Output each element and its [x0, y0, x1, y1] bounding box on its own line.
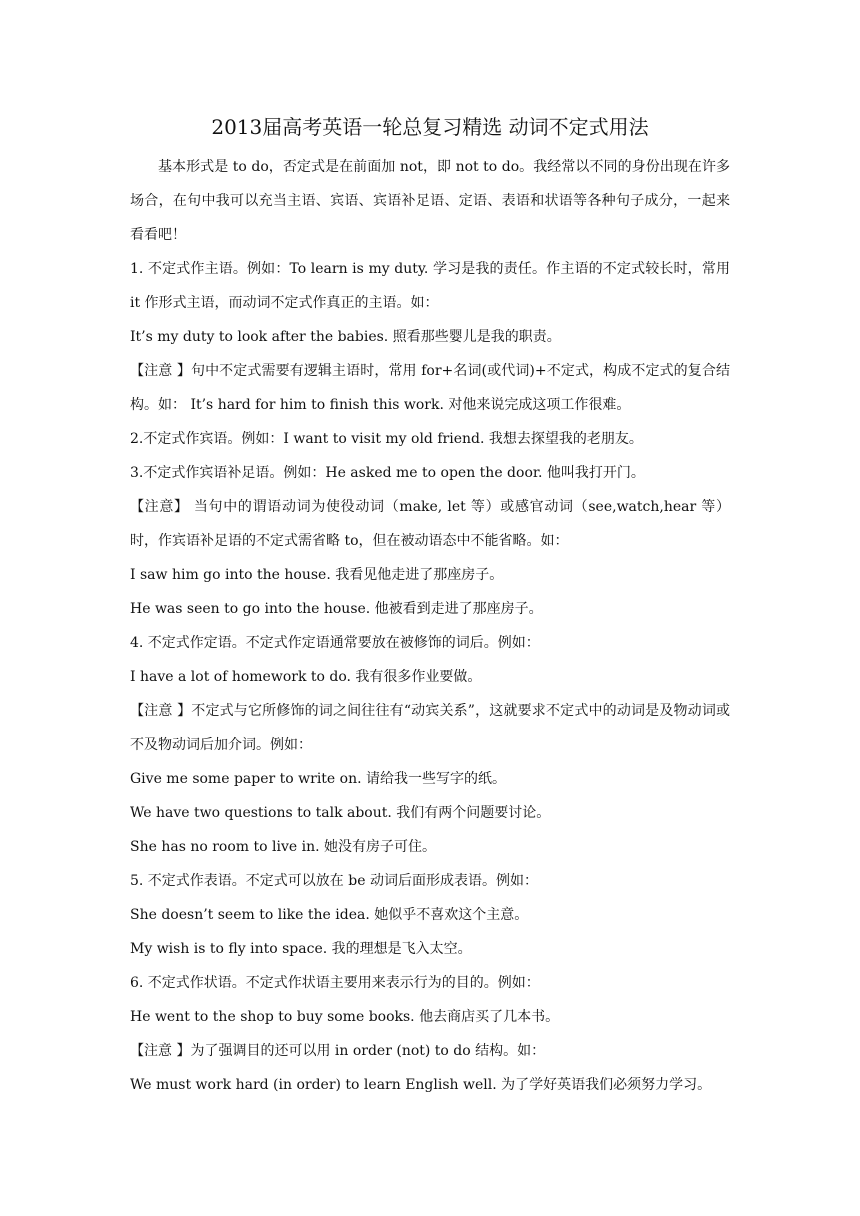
- example-sentence: I have a lot of homework to do. 我有很多作业要做。: [130, 669, 482, 685]
- example-sentence: He went to the shop to buy some books. 他去商店买了几本书。: [130, 1009, 560, 1025]
- document-title: 2013届高考英语一轮总复习精选 动词不定式用法: [211, 115, 649, 139]
- note-paragraph: 【注意 】为了强调目的还可以用 in order (not) to do 结构。如：: [130, 1043, 546, 1059]
- example-sentence: I saw him go into the house. 我看见他走进了那座房子。: [130, 567, 504, 583]
- paragraph-item-2: 2.不定式作宾语。例如：I want to visit my old friend. 我想去探望我的老朋友。: [130, 431, 643, 447]
- example-sentence: It’s my duty to look after the babies. 照看那些婴儿是我的职责。: [130, 329, 561, 345]
- paragraph-intro: 基本形式是 to do，否定式是在前面加 not，即 not to do。我经常以不同的身份出现在许多场合，在句中我可以充当主语、宾语、宾语补足语、定语、表语和状语等各种句子成分，一起来看看吧！: [130, 159, 730, 243]
- paragraph-item-3: 3.不定式作宾语补足语。例如：He asked me to open the door. 他叫我打开门。: [130, 465, 645, 481]
- example-sentence: We must work hard (in order) to learn English well. 为了学好英语我们必须努力学习。: [130, 1077, 712, 1093]
- paragraph-item-1: 1. 不定式作主语。例如：To learn is my duty. 学习是我的责任。作主语的不定式较长时，常用 it 作形式主语，而动词不定式作真正的主语。如：: [130, 261, 730, 311]
- example-sentence: He was seen to go into the house. 他被看到走进了那座房子。: [130, 601, 543, 617]
- note-paragraph: 【注意 】句中不定式需要有逻辑主语时，常用 for+名词(或代词)+不定式，构成不定式的复合结构。如： It’s hard for him to finish this work. 对他来说完成这项工作很难。: [130, 363, 730, 413]
- paragraph-item-5: 5. 不定式作表语。不定式可以放在 be 动词后面形成表语。例如：: [130, 873, 538, 889]
- example-sentence: My wish is to fly into space. 我的理想是飞入太空。: [130, 941, 472, 957]
- paragraph-item-4: 4. 不定式作定语。不定式作定语通常要放在被修饰的词后。例如：: [130, 635, 540, 651]
- example-sentence: She doesn’t seem to like the idea. 她似乎不喜欢这个主意。: [130, 907, 529, 923]
- example-sentence: We have two questions to talk about. 我们有两个问题要讨论。: [130, 805, 551, 821]
- note-paragraph: 【注意 】不定式与它所修饰的词之间往往有“动宾关系”，这就要求不定式中的动词是及物动词或不及物动词后加介词。例如：: [130, 703, 730, 753]
- example-sentence: Give me some paper to write on. 请给我一些写字的纸。: [130, 771, 507, 787]
- note-paragraph: 【注意】 当句中的谓语动词为使役动词（make, let 等）或感官动词（see,watch,hear 等）时，作宾语补足语的不定式需省略 to，但在被动语态中不能省略。如：: [130, 499, 730, 549]
- example-sentence: She has no room to live in. 她没有房子可住。: [130, 839, 437, 855]
- paragraph-item-6: 6. 不定式作状语。不定式作状语主要用来表示行为的目的。例如：: [130, 975, 540, 991]
- document-body: [130, 150, 730, 1102]
